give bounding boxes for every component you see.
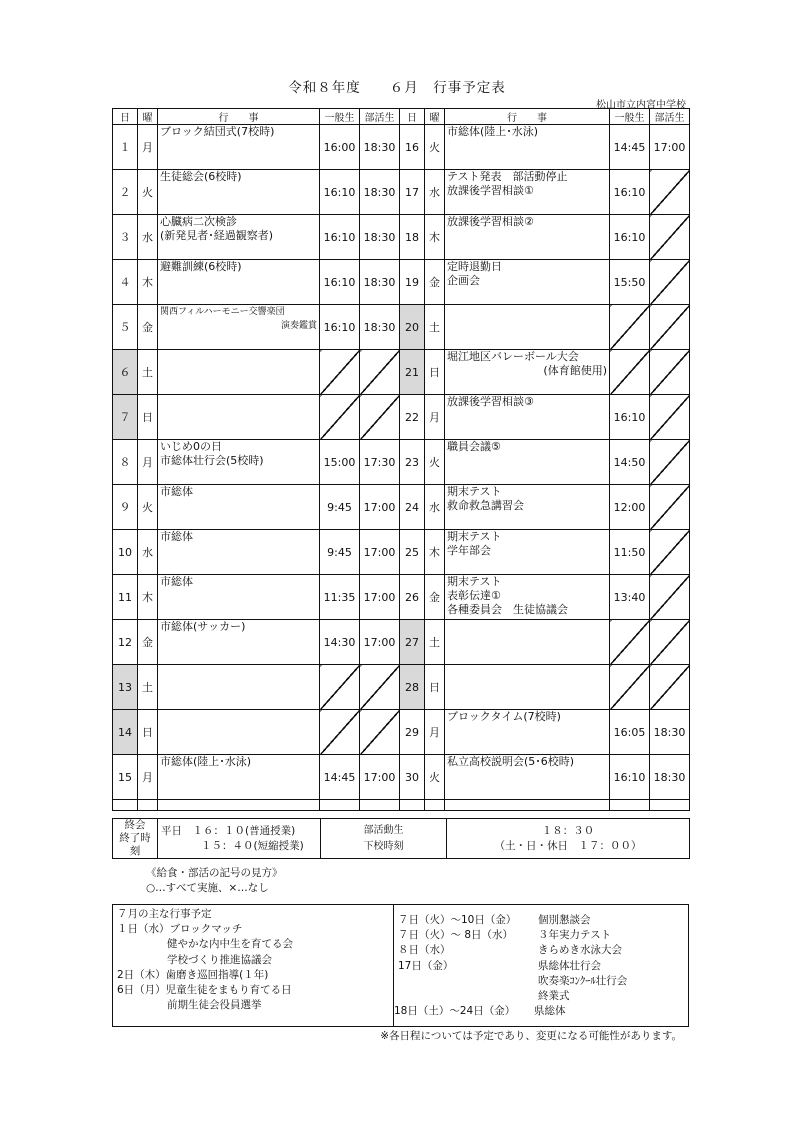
- event-cell: [158, 710, 320, 755]
- day-cell: 23: [400, 440, 425, 485]
- general-time-cell: 16:10: [610, 395, 650, 440]
- july-right-item: [398, 959, 627, 974]
- club-time-cell: 18:30: [360, 125, 400, 170]
- event-cell: 私立高校説明会(5･6校時): [445, 755, 610, 800]
- club-label: 部活動生 下校時刻: [321, 819, 447, 859]
- july-left-item: 6日（月）児童生徒をまもり育てる日: [117, 984, 292, 997]
- weekday-cell: 月: [425, 710, 445, 755]
- weekday-cell: 水: [138, 530, 158, 575]
- weekday-cell: 土: [425, 620, 445, 665]
- july-right-event: 個別懇談会: [538, 914, 591, 926]
- table-row: [113, 485, 690, 530]
- july-left-item: 健やかな内中生を育てる会: [167, 938, 293, 951]
- day-cell: ９: [113, 485, 138, 530]
- general-time-cell: 11:35: [320, 575, 360, 620]
- club-time-cell: 17:00: [360, 755, 400, 800]
- event-cell: 生徒総会(6校時): [158, 170, 320, 215]
- general-time-cell: 15:00: [320, 440, 360, 485]
- day-cell: 10: [113, 530, 138, 575]
- weekday-cell: 火: [425, 440, 445, 485]
- club-time-cell: [650, 575, 690, 620]
- day-cell: 30: [400, 755, 425, 800]
- club-time-cell: [650, 440, 690, 485]
- club-time-cell: 17:00: [360, 620, 400, 665]
- event-cell: 市総体(陸上･水泳): [158, 755, 320, 800]
- table-row: [113, 305, 690, 350]
- event-cell: 市総体(サッカー): [158, 620, 320, 665]
- club-time-cell: [650, 620, 690, 665]
- event-cell: [158, 395, 320, 440]
- day-cell: ３: [113, 215, 138, 260]
- day-cell: 24: [400, 485, 425, 530]
- weekday-cell: 土: [425, 305, 445, 350]
- club-time-cell: 18:30: [650, 755, 690, 800]
- table-row: [113, 170, 690, 215]
- july-right-event: 終業式: [538, 990, 570, 1003]
- day-cell: 17: [400, 170, 425, 215]
- club-time-cell: [650, 260, 690, 305]
- general-time-cell: 16:10: [320, 305, 360, 350]
- event-cell: [158, 665, 320, 710]
- header-week: 曜: [138, 109, 158, 125]
- header-event: 行 事: [445, 109, 610, 125]
- event-cell: ブロック結団式(7校時): [158, 125, 320, 170]
- weekday-cell: 火: [425, 125, 445, 170]
- day-cell: 28: [400, 665, 425, 710]
- general-time-cell: 16:10: [320, 170, 360, 215]
- end-time-table: [112, 818, 690, 859]
- table-row: [113, 800, 690, 811]
- club-time-cell: [650, 530, 690, 575]
- weekday-cell: 木: [425, 215, 445, 260]
- table-row: [113, 350, 690, 395]
- weekday-cell: 土: [138, 350, 158, 395]
- july-right-item: [398, 928, 627, 943]
- weekday-cell: 水: [425, 170, 445, 215]
- weekday-cell: 土: [138, 665, 158, 710]
- legend-text: ○…すべて実施、×…なし: [146, 882, 269, 894]
- event-cell: いじめ0の日 市総体壮行会(5校時): [158, 440, 320, 485]
- event-cell: 職員会議⑤: [445, 440, 610, 485]
- july-title: ７月の主な行事予定: [117, 908, 212, 920]
- weekday-cell: 日: [138, 395, 158, 440]
- day-cell: 29: [400, 710, 425, 755]
- event-cell: [158, 305, 320, 350]
- header-general: 一般生: [610, 109, 650, 125]
- july-right-date: 17日（金）: [398, 959, 454, 972]
- general-time-cell: 12:00: [610, 485, 650, 530]
- empty-cell: [400, 800, 425, 811]
- page-title: 令和８年度 ６月 行事予定表: [288, 80, 506, 96]
- table-row: [113, 575, 690, 620]
- event-cell: [445, 665, 610, 710]
- club-time-cell: [360, 710, 400, 755]
- july-right-event: 県総体: [534, 1005, 566, 1018]
- school-name: 松山市立内宮中学校: [596, 100, 686, 111]
- july-right-date: [398, 974, 538, 989]
- event-text: (体育館使用): [543, 364, 607, 377]
- empty-cell: [445, 800, 610, 811]
- july-right: [394, 913, 628, 1019]
- day-cell: 15: [113, 755, 138, 800]
- header-week: 曜: [425, 109, 445, 125]
- day-cell: ８: [113, 440, 138, 485]
- event-cell: テスト発表 部活動停止 放課後学習相談①: [445, 170, 610, 215]
- event-text: 関西フィルハーモニー交響楽団: [160, 307, 285, 317]
- event-cell: 期末テスト 救命救急講習会: [445, 485, 610, 530]
- event-cell: 市総体(陸上･水泳): [445, 125, 610, 170]
- empty-cell: [425, 800, 445, 811]
- club-time-cell: [360, 350, 400, 395]
- club-time-cell: 18:30: [360, 170, 400, 215]
- july-events-box: [112, 904, 689, 1027]
- header-club: 部活生: [650, 109, 690, 125]
- header-day: 日: [113, 109, 138, 125]
- day-cell: ７: [113, 395, 138, 440]
- day-cell: 18: [400, 215, 425, 260]
- club-time-cell: 17:00: [360, 530, 400, 575]
- club-time-cell: 18:30: [650, 710, 690, 755]
- event-cell: 市総体: [158, 575, 320, 620]
- event-cell: 心臓病二次検診 (新発見者･経過観察者): [158, 215, 320, 260]
- day-cell: ２: [113, 170, 138, 215]
- schedule-table: [112, 108, 690, 811]
- july-right-item: [398, 989, 627, 1004]
- empty-cell: [360, 800, 400, 811]
- day-cell: 19: [400, 260, 425, 305]
- header-club: 部活生: [360, 109, 400, 125]
- event-cell: 市総体: [158, 530, 320, 575]
- july-right-item: [398, 943, 627, 958]
- july-right-event: ３年実力テスト: [538, 929, 612, 942]
- day-cell: 21: [400, 350, 425, 395]
- general-time-cell: [320, 395, 360, 440]
- event-cell: 期末テスト 学年部会: [445, 530, 610, 575]
- table-row: [113, 530, 690, 575]
- club-time-cell: 17:30: [360, 440, 400, 485]
- club-time-cell: [650, 170, 690, 215]
- july-right-date: ８日（水）: [398, 944, 451, 957]
- july-right-date: ７日（火）～ 8日（水）: [398, 929, 514, 942]
- day-cell: 14: [113, 710, 138, 755]
- club-time-cell: [650, 665, 690, 710]
- july-right-item: [394, 1004, 627, 1019]
- general-time-cell: 16:05: [610, 710, 650, 755]
- event-cell: [445, 620, 610, 665]
- footnote: ※各日程については予定であり、変更になる可能性があります。: [380, 1030, 682, 1042]
- event-text: 演奏鑑賞: [280, 321, 317, 331]
- weekday-cell: 金: [138, 305, 158, 350]
- july-left: [117, 907, 293, 1013]
- club-time-cell: [650, 350, 690, 395]
- table-row: [113, 125, 690, 170]
- general-time-cell: 14:45: [320, 755, 360, 800]
- empty-cell: [610, 800, 650, 811]
- day-cell: 12: [113, 620, 138, 665]
- weekday-cell: 月: [425, 395, 445, 440]
- day-cell: 16: [400, 125, 425, 170]
- event-cell: 放課後学習相談②: [445, 215, 610, 260]
- end-label: 終会 終了時刻: [113, 819, 158, 859]
- club-times: １８：３０ （土・日・休日 １７：００）: [447, 819, 690, 859]
- end-times: 平日 １６：１０(普通授業) １５：４０(短縮授業): [158, 819, 321, 859]
- day-cell: 13: [113, 665, 138, 710]
- event-cell: 放課後学習相談③: [445, 395, 610, 440]
- club-time-cell: [360, 665, 400, 710]
- club-time-cell: [650, 305, 690, 350]
- general-time-cell: [610, 620, 650, 665]
- club-time-cell: 17:00: [650, 125, 690, 170]
- july-right-date: ７日（火）～10日（金）: [398, 914, 517, 926]
- table-row: [113, 440, 690, 485]
- weekday-cell: 金: [425, 575, 445, 620]
- july-right-date: [398, 989, 538, 1004]
- day-cell: 26: [400, 575, 425, 620]
- general-time-cell: [320, 710, 360, 755]
- table-row: [113, 260, 690, 305]
- general-time-cell: 14:45: [610, 125, 650, 170]
- general-time-cell: 16:10: [610, 170, 650, 215]
- event-cell: 期末テスト 表彰伝達① 各種委員会 生徒協議会: [445, 575, 610, 620]
- event-text: 堀江地区バレーボール大会: [447, 350, 579, 363]
- general-time-cell: 9:45: [320, 530, 360, 575]
- event-cell: 定時退勤日 企画会: [445, 260, 610, 305]
- general-time-cell: 16:10: [320, 260, 360, 305]
- day-cell: ５: [113, 305, 138, 350]
- legend-title: 《給食・部活の記号の見方》: [146, 867, 283, 879]
- weekday-cell: 木: [425, 530, 445, 575]
- weekday-cell: 金: [138, 620, 158, 665]
- table-row: [113, 620, 690, 665]
- header-general: 一般生: [320, 109, 360, 125]
- july-left-item: １日（水）ブロックマッチ: [117, 923, 243, 936]
- weekday-cell: 木: [138, 260, 158, 305]
- event-cell: [158, 350, 320, 395]
- table-header: [113, 109, 690, 125]
- day-cell: 22: [400, 395, 425, 440]
- general-time-cell: 9:45: [320, 485, 360, 530]
- empty-cell: [138, 800, 158, 811]
- club-time-cell: [650, 485, 690, 530]
- club-time-cell: 17:00: [360, 485, 400, 530]
- weekday-cell: 水: [138, 215, 158, 260]
- weekday-cell: 日: [425, 350, 445, 395]
- club-time-cell: 18:30: [360, 215, 400, 260]
- empty-cell: [320, 800, 360, 811]
- weekday-cell: 火: [138, 170, 158, 215]
- club-time-cell: 18:30: [360, 260, 400, 305]
- day-cell: 20: [400, 305, 425, 350]
- general-time-cell: 14:30: [320, 620, 360, 665]
- day-cell: 25: [400, 530, 425, 575]
- weekday-cell: 月: [138, 755, 158, 800]
- july-right-event: きらめき水泳大会: [538, 944, 622, 957]
- general-time-cell: 13:40: [610, 575, 650, 620]
- general-time-cell: [610, 305, 650, 350]
- empty-cell: [650, 800, 690, 811]
- general-time-cell: 14:50: [610, 440, 650, 485]
- legend: [146, 866, 283, 896]
- general-time-cell: 16:10: [610, 215, 650, 260]
- weekday-cell: 水: [425, 485, 445, 530]
- header-day: 日: [400, 109, 425, 125]
- july-left-item: 学校づくり推進協議会: [167, 953, 272, 966]
- table-row: [113, 215, 690, 260]
- table-row: [113, 665, 690, 710]
- july-right-event: 県総体壮行会: [538, 959, 601, 972]
- header-event: 行 事: [158, 109, 320, 125]
- event-cell: [445, 305, 610, 350]
- club-time-cell: 17:00: [360, 575, 400, 620]
- july-right-item: [398, 913, 627, 928]
- july-left-item: 前期生徒会役員選挙: [167, 999, 262, 1012]
- general-time-cell: 15:50: [610, 260, 650, 305]
- event-cell: 避難訓練(6校時): [158, 260, 320, 305]
- general-time-cell: 11:50: [610, 530, 650, 575]
- general-time-cell: [320, 665, 360, 710]
- general-time-cell: 16:10: [320, 215, 360, 260]
- weekday-cell: 月: [138, 440, 158, 485]
- club-time-cell: [650, 215, 690, 260]
- july-right-event: 吹奏楽ｺﾝｸｰﾙ壮行会: [538, 974, 628, 987]
- weekday-cell: 日: [425, 665, 445, 710]
- general-time-cell: [320, 350, 360, 395]
- event-cell: ブロックタイム(7校時): [445, 710, 610, 755]
- weekday-cell: 火: [138, 485, 158, 530]
- day-cell: １: [113, 125, 138, 170]
- table-row: [113, 395, 690, 440]
- weekday-cell: 月: [138, 125, 158, 170]
- day-cell: ６: [113, 350, 138, 395]
- empty-cell: [158, 800, 320, 811]
- weekday-cell: 火: [425, 755, 445, 800]
- club-time-cell: [360, 395, 400, 440]
- empty-cell: [113, 800, 138, 811]
- weekday-cell: 金: [425, 260, 445, 305]
- july-left-item: 2日（木）歯磨き巡回指導(１年): [117, 968, 269, 981]
- weekday-cell: 日: [138, 710, 158, 755]
- day-cell: ４: [113, 260, 138, 305]
- july-right-item: [398, 974, 627, 989]
- general-time-cell: [610, 350, 650, 395]
- table-row: [113, 755, 690, 800]
- club-time-cell: 18:30: [360, 305, 400, 350]
- weekday-cell: 木: [138, 575, 158, 620]
- club-time-cell: [650, 395, 690, 440]
- july-right-date: 18日（土）～24日（金）: [394, 1005, 516, 1018]
- general-time-cell: 16:10: [610, 755, 650, 800]
- general-time-cell: 16:00: [320, 125, 360, 170]
- day-cell: 11: [113, 575, 138, 620]
- table-row: [113, 710, 690, 755]
- general-time-cell: [610, 665, 650, 710]
- day-cell: 27: [400, 620, 425, 665]
- event-cell: [445, 350, 610, 395]
- event-cell: 市総体: [158, 485, 320, 530]
